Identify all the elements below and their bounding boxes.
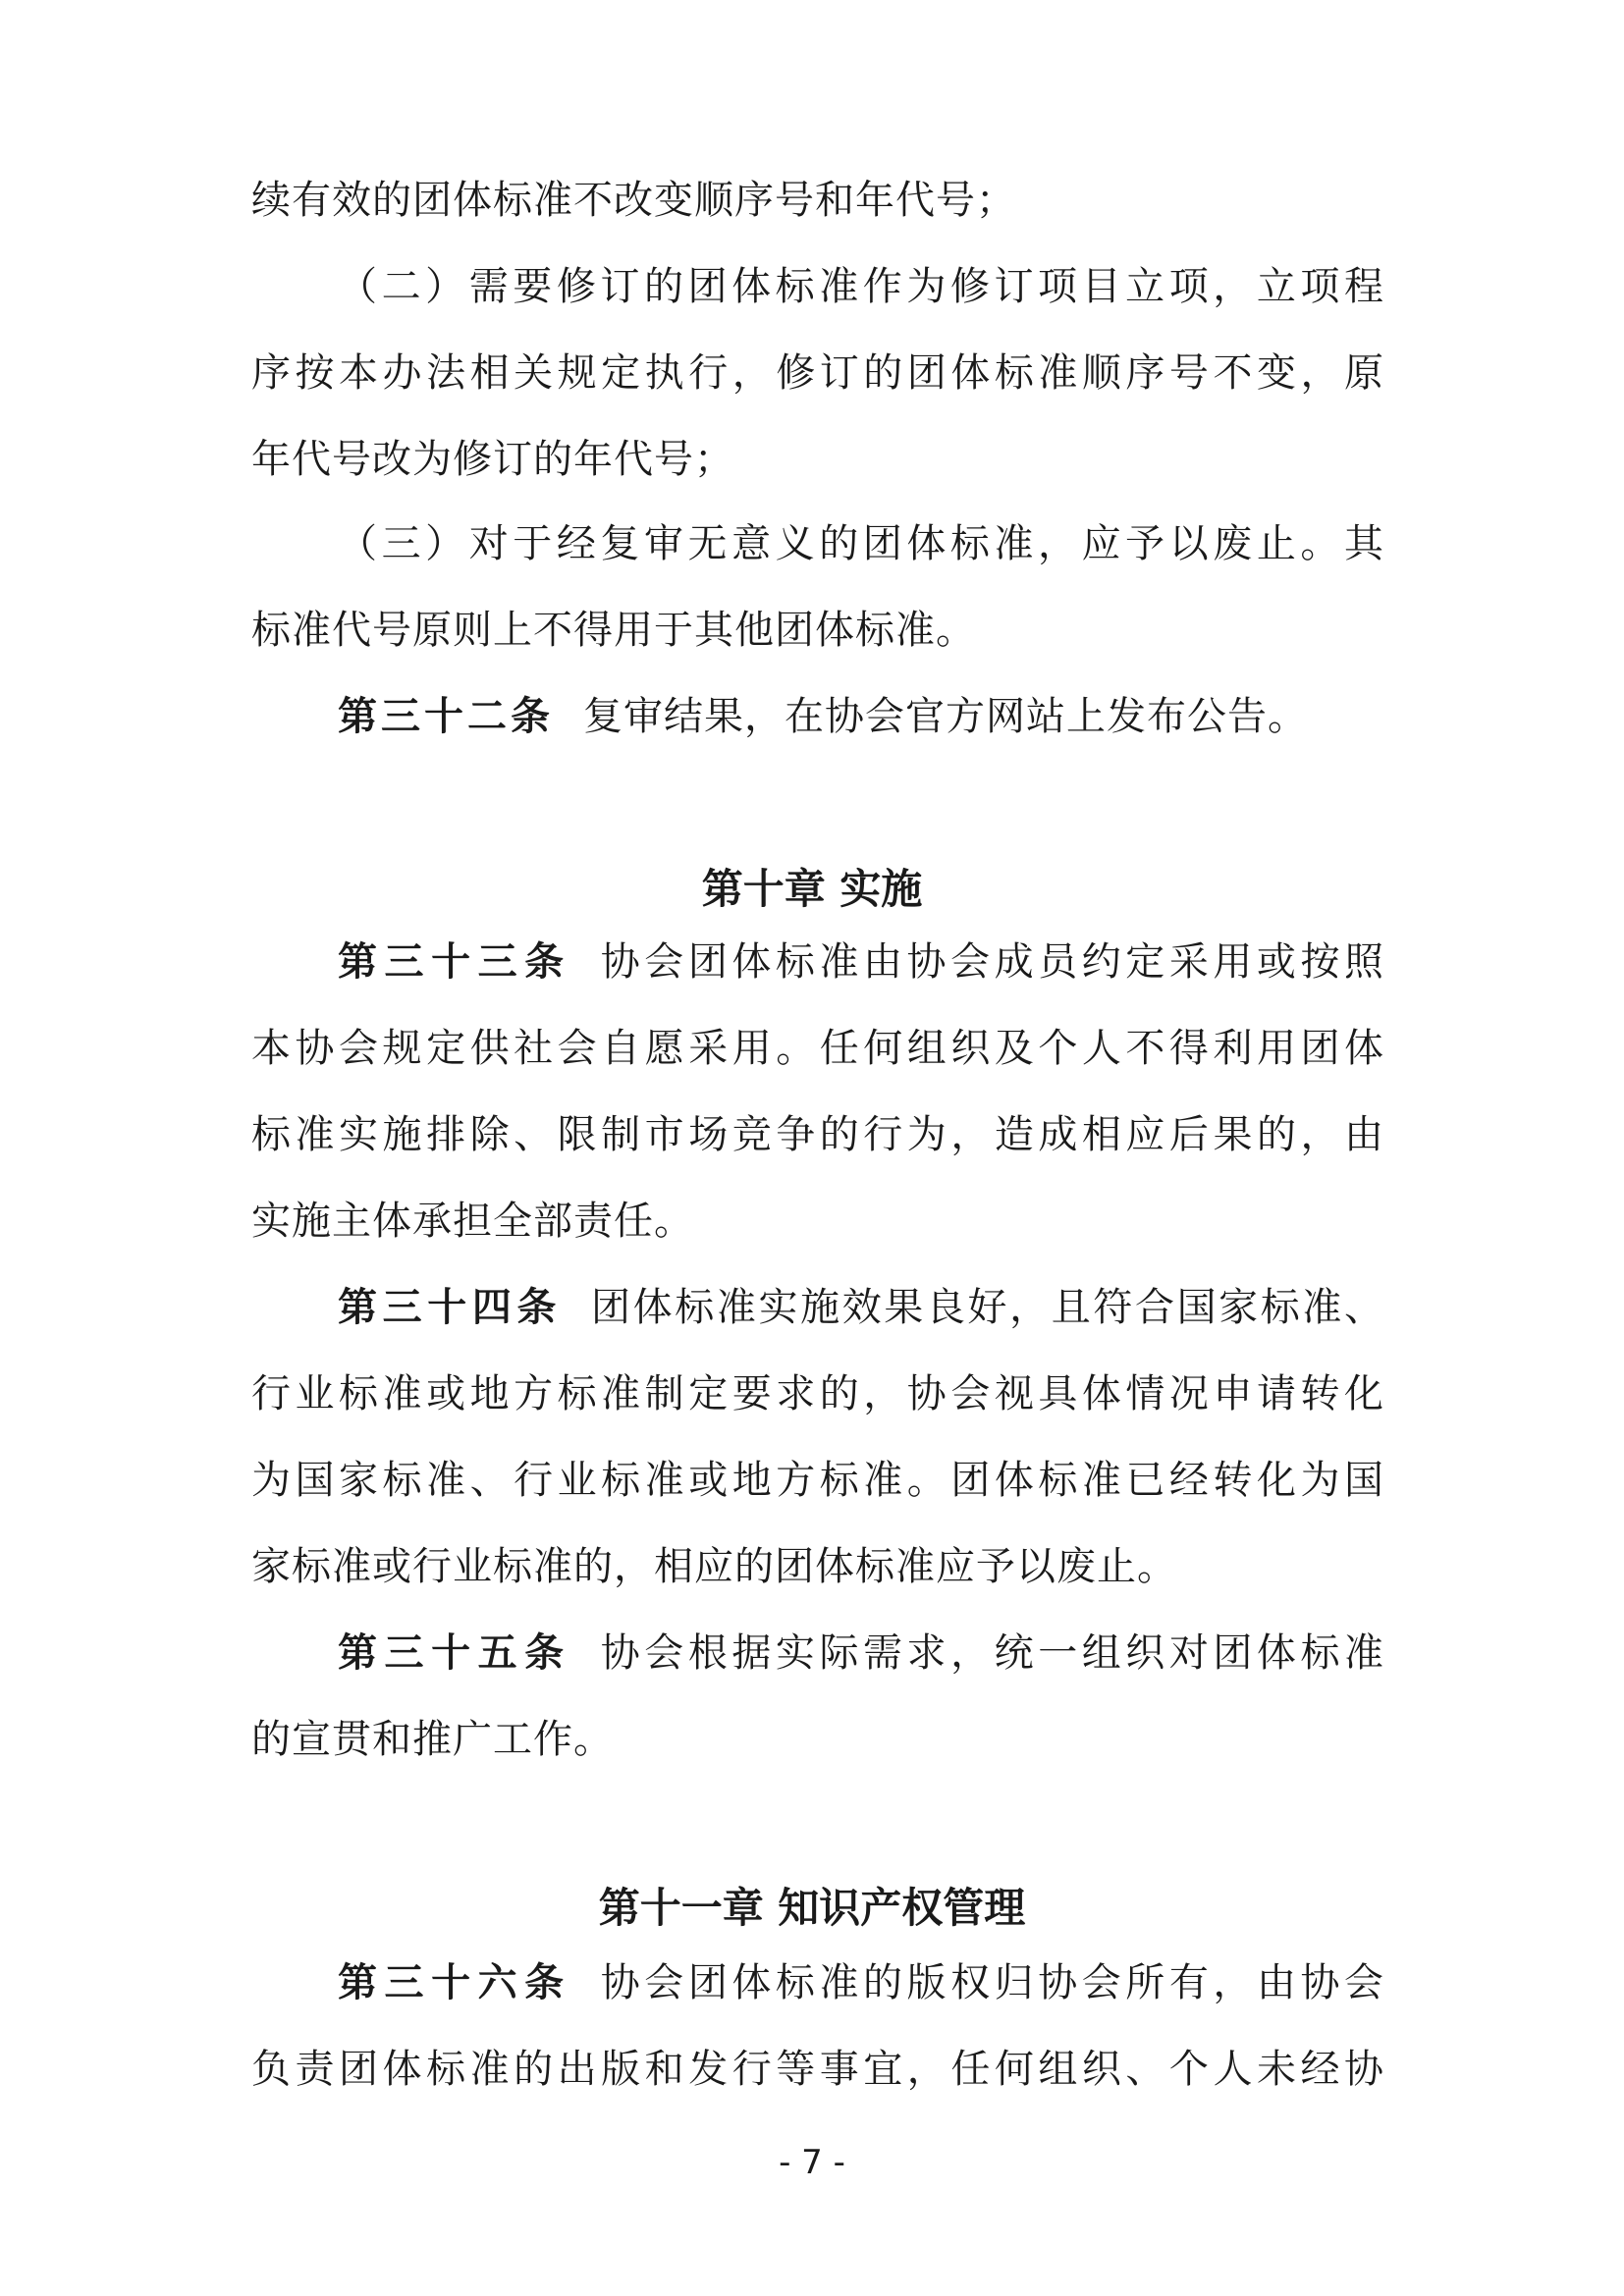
- body-line: （三）对于经复审无意义的团体标准，应予以废止。其: [338, 521, 1384, 566]
- article-35: [251, 1624, 1384, 1682]
- body-line: 实施主体承担全部责任。: [251, 1199, 694, 1244]
- article-36: [251, 1953, 1384, 2012]
- article-label: 第三十五条: [338, 1630, 571, 1676]
- body-line: 的宣贯和推广工作。: [251, 1717, 614, 1762]
- body-line: 家标准或行业标准的，相应的团体标准应予以废止。: [251, 1544, 1177, 1589]
- body-line: 标准实施排除、限制市场竞争的行为，造成相应后果的，由: [251, 1112, 1384, 1157]
- page-number: - 7 -: [779, 2143, 845, 2182]
- body-line: 标准代号原则上不得用于其他团体标准。: [251, 608, 976, 653]
- body-line: 序按本办法相关规定执行，修订的团体标准顺序号不变，原: [251, 350, 1384, 396]
- article-text: 协会根据实际需求，统一组织对团体标准: [600, 1630, 1384, 1676]
- article-text: 协会团体标准的版权归协会所有，由协会: [600, 1960, 1384, 2005]
- article-32: [251, 687, 1384, 746]
- chapter-heading: 第十一章 知识产权管理: [598, 1884, 1026, 1932]
- chapter-heading: 第十章 实施: [701, 865, 923, 913]
- body-line: 年代号改为修订的年代号；: [251, 437, 734, 482]
- article-text: 复审结果，在协会官方网站上发布公告。: [583, 694, 1308, 739]
- article-label: 第三十二条: [338, 694, 554, 739]
- body-line: 本协会规定供社会自愿采用。任何组织及个人不得利用团体: [251, 1026, 1384, 1071]
- body-line: 续有效的团体标准不改变顺序号和年代号；: [251, 178, 1016, 223]
- article-34: [251, 1278, 1384, 1337]
- article-33: [251, 933, 1384, 991]
- article-label: 第三十六条: [338, 1960, 571, 2005]
- body-line: 为国家标准、行业标准或地方标准。团体标准已经转化为国: [251, 1458, 1384, 1503]
- body-line: 负责团体标准的出版和发行等事宜，任何组织、个人未经协: [251, 2047, 1384, 2092]
- body-line: 行业标准或地方标准制定要求的，协会视具体情况申请转化: [251, 1371, 1384, 1416]
- body-line: （二）需要修订的团体标准作为修订项目立项，立项程: [338, 264, 1384, 309]
- article-text: 协会团体标准由协会成员约定采用或按照: [600, 939, 1384, 985]
- article-label: 第三十三条: [338, 939, 571, 985]
- article-label: 第三十四条: [338, 1285, 563, 1330]
- article-text: 团体标准实施效果良好，且符合国家标准、: [591, 1285, 1384, 1330]
